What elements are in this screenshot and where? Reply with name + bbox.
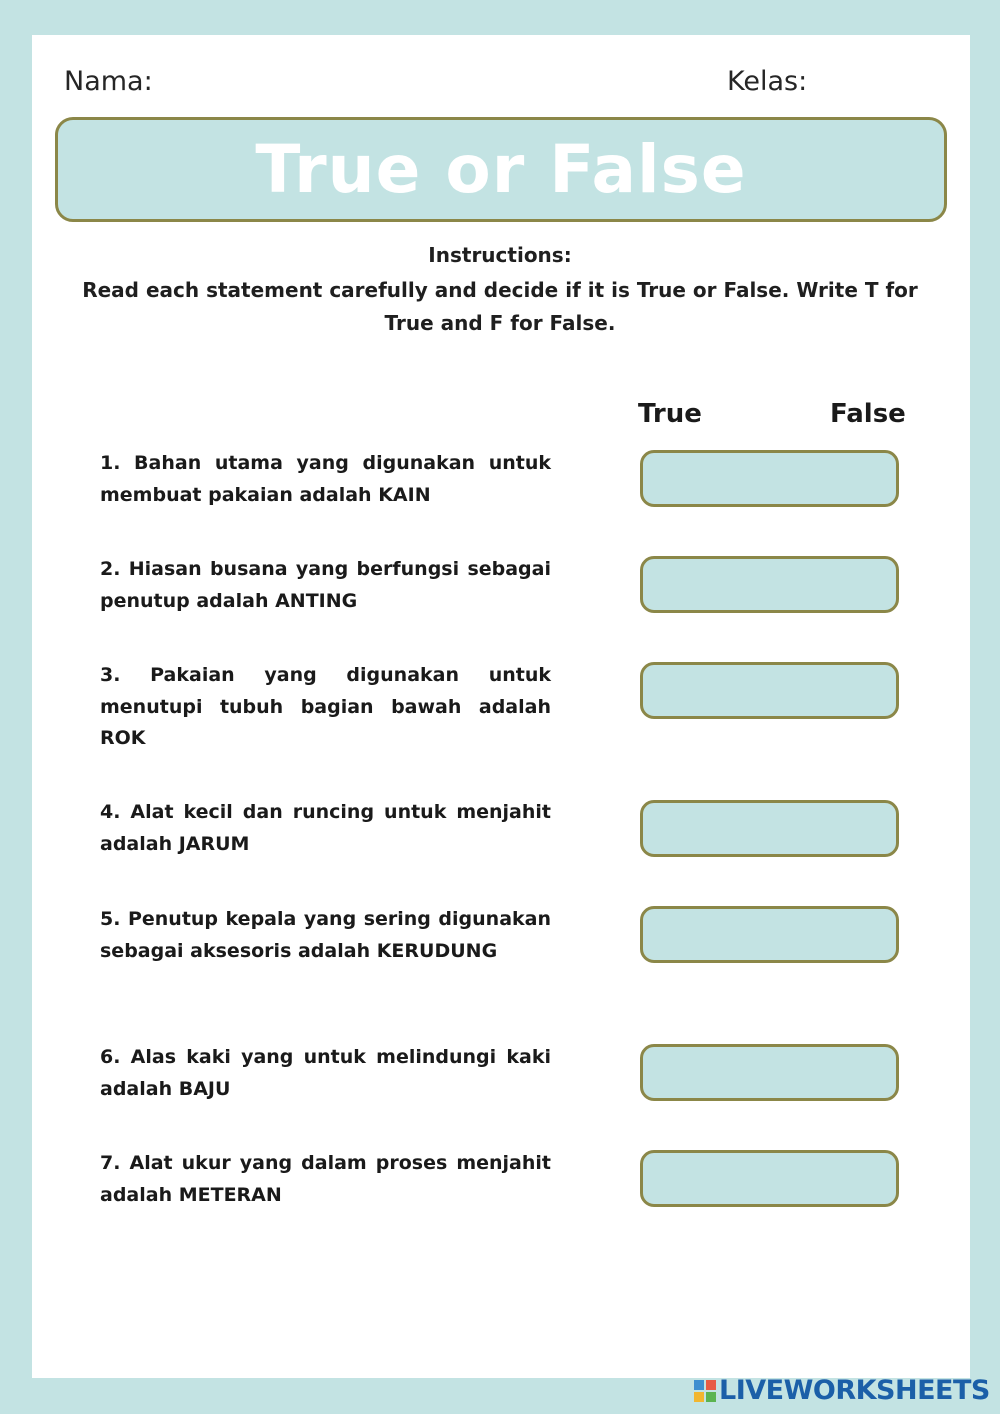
page-title: True or False [255, 130, 747, 208]
answer-box-3[interactable] [640, 662, 899, 719]
answer-box-1[interactable] [640, 450, 899, 507]
question-6: 6. Alas kaki yang untuk melindungi kaki adalah BAJU [100, 1046, 551, 1100]
answer-box-4[interactable] [640, 800, 899, 857]
class-label: Kelas: [727, 66, 808, 97]
question-1: 1. Bahan utama yang digunakan untuk membuat pakaian adalah KAIN [100, 452, 551, 506]
name-label: Nama: [64, 66, 153, 97]
instructions-heading: Instructions: [428, 243, 572, 267]
answer-box-7[interactable] [640, 1150, 899, 1207]
title-banner [55, 117, 947, 222]
column-header-false: False [830, 399, 906, 429]
question-3: 3. Pakaian yang digunakan untuk menutupi tubuh bagian bawah adalah ROK [100, 664, 551, 749]
instructions-body: Read each statement carefully and decide if it is True or False. Write T for True and F for False. [82, 278, 918, 335]
liveworksheets-logo-icon [694, 1380, 716, 1402]
column-header-true: True [638, 399, 702, 429]
question-7: 7. Alat ukur yang dalam proses menjahit adalah METERAN [100, 1152, 551, 1206]
question-5: 5. Penutup kepala yang sering digunakan sebagai aksesoris adalah KERUDUNG [100, 908, 551, 962]
answer-box-2[interactable] [640, 556, 899, 613]
question-2: 2. Hiasan busana yang berfungsi sebagai penutup adalah ANTING [100, 558, 551, 612]
question-4: 4. Alat kecil dan runcing untuk menjahit adalah JARUM [100, 801, 551, 855]
answer-box-6[interactable] [640, 1044, 899, 1101]
brand-name: LIVEWORKSHEETS [719, 1375, 990, 1406]
liveworksheets-logo [694, 1376, 990, 1406]
answer-box-5[interactable] [640, 906, 899, 963]
